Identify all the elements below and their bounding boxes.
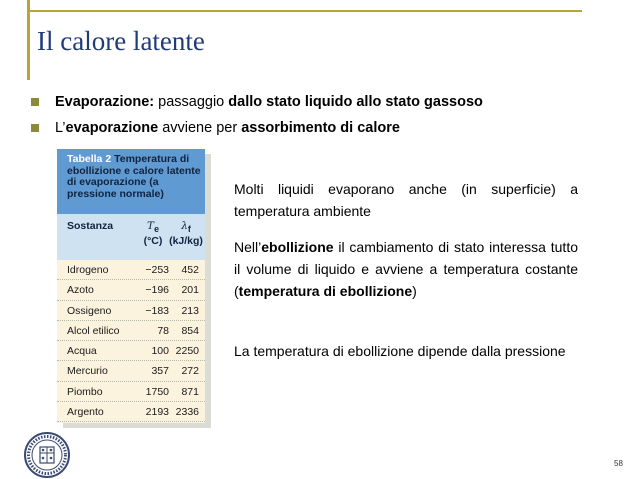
- accent-vertical-line: [27, 0, 30, 80]
- paragraph-boiling: Nell’ebollizione il cambiamento di stato interessa tutto il volume di liquido e avviene a temperatura costante (temperatura di ebollizione): [234, 239, 578, 299]
- table-row: [57, 402, 205, 422]
- cell-latent-heat: 871: [181, 385, 199, 398]
- paragraph-pressure: La temperatura di ebollizione dipende dalla pressione: [234, 343, 566, 359]
- table-caption-box: [57, 149, 205, 214]
- cell-boiling-temp: −196: [145, 284, 169, 297]
- table-row: [57, 321, 205, 341]
- paragraph-evaporation: Molti liquidi evaporano anche (in superficie) a temperatura ambiente: [234, 181, 578, 219]
- cell-substance: Mercurio: [67, 365, 108, 378]
- table-row: [57, 361, 205, 381]
- bullet-list: [28, 93, 628, 145]
- cell-boiling-temp: −253: [145, 264, 169, 276]
- cell-latent-heat: 213: [181, 304, 199, 317]
- bullet-text: L’evaporazione avviene per assorbimento di calore: [55, 120, 400, 136]
- cell-substance: Idrogeno: [67, 264, 109, 276]
- cell-boiling-temp: 2193: [145, 406, 169, 419]
- table-caption: Tabella 2 Temperatura di ebollizione e calore latente di evaporazione (a pressione normale): [67, 153, 201, 200]
- accent-horizontal-line: [27, 10, 582, 12]
- cell-latent-heat: 272: [181, 365, 199, 378]
- cell-boiling-temp: 100: [151, 345, 169, 358]
- bullet-text: Evaporazione: passaggio dallo stato liquido allo stato gassoso: [55, 94, 483, 110]
- cell-substance: Acqua: [67, 345, 97, 358]
- cell-latent-heat: 2336: [175, 406, 199, 419]
- table-header-row: [57, 214, 205, 260]
- bullet-square-icon: [31, 98, 39, 106]
- table-row: [57, 382, 205, 402]
- university-seal-icon: [23, 431, 71, 479]
- cell-boiling-temp: −183: [145, 304, 169, 317]
- cell-substance: Argento: [67, 406, 104, 419]
- cell-boiling-temp: 1750: [145, 385, 169, 398]
- bullet-item: [28, 93, 628, 119]
- cell-substance: Azoto: [67, 284, 94, 297]
- bullet-square-icon: [31, 124, 39, 132]
- slide-title: Il calore latente: [37, 26, 205, 56]
- cell-latent-heat: 201: [181, 284, 199, 297]
- table-row: [57, 341, 205, 361]
- data-table-image: [57, 149, 205, 423]
- cell-latent-heat: 452: [181, 264, 199, 276]
- header-latent-heat: $\lambda_f$ (kJ/kg): [169, 220, 203, 248]
- table-row: [57, 301, 205, 321]
- cell-substance: Ossigeno: [67, 304, 112, 317]
- cell-latent-heat: 2250: [175, 345, 199, 358]
- cell-substance: Piombo: [67, 385, 103, 398]
- bullet-item: [28, 119, 628, 145]
- page-number: 58: [614, 459, 623, 468]
- table-body: [57, 260, 205, 422]
- cell-latent-heat: 854: [181, 324, 199, 337]
- cell-substance: Alcol etilico: [67, 324, 120, 337]
- header-temperature: $T_e$ (°C): [143, 220, 163, 248]
- cell-boiling-temp: 357: [151, 365, 169, 378]
- cell-boiling-temp: 78: [157, 324, 169, 337]
- table-row: [57, 260, 205, 280]
- table-row: [57, 280, 205, 300]
- header-sostanza: Sostanza: [67, 220, 114, 232]
